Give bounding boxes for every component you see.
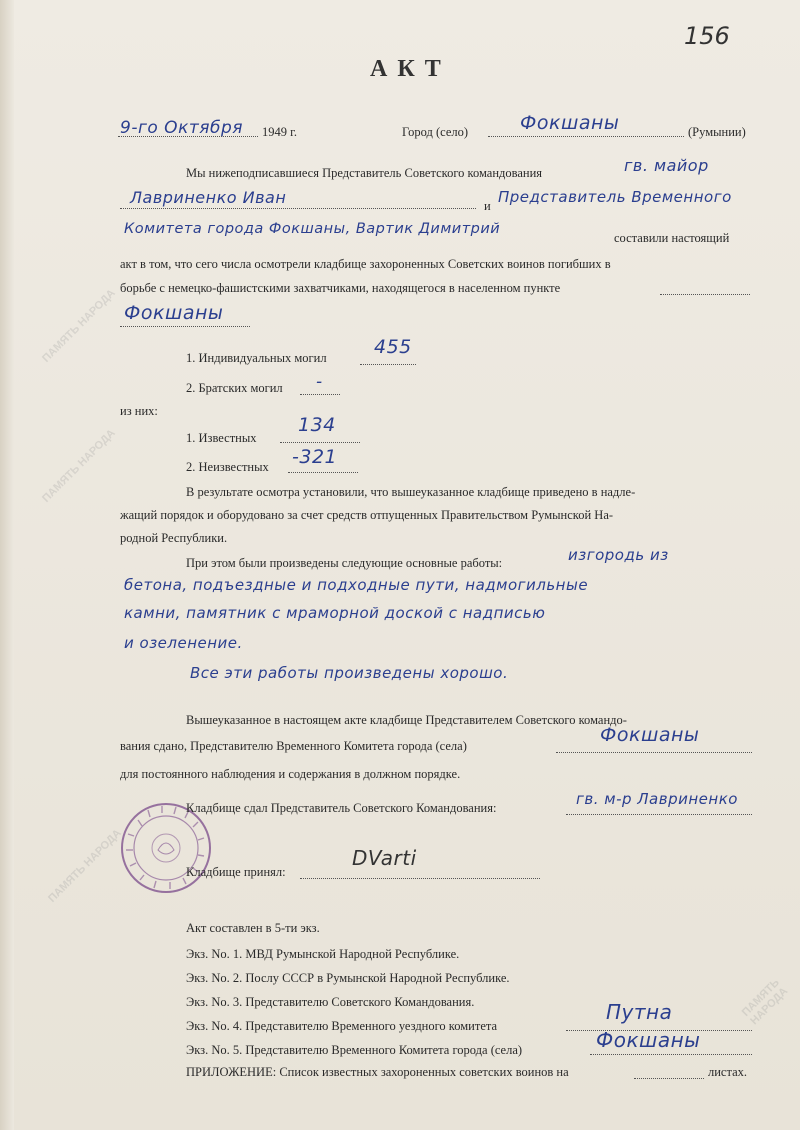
copy-item-5: Экз. No. 5. Представителю Временного Комитета города (села) (186, 1043, 523, 1057)
individual-rule (360, 364, 416, 365)
page-number: 156 (684, 22, 730, 50)
works-handwritten-5: Все эти работы произведены хорошо. (190, 664, 509, 682)
intro-line-1: Мы нижеподписавшиеся Представитель Советского командования (186, 166, 543, 180)
handover-city-handwritten: Фокшаны (600, 724, 700, 746)
unknown-rule (288, 472, 358, 473)
mass-graves-handwritten: - (316, 372, 323, 392)
copy-item-4-handwritten: Путна (606, 1000, 673, 1024)
appendix-end: листах. (708, 1065, 748, 1079)
mass-graves-label: 2. Братских могил (186, 381, 283, 395)
intro-line-3: составили настоящий (614, 231, 730, 245)
country: (Румынии) (688, 125, 746, 139)
copy-5-rule (590, 1054, 752, 1055)
copy-item-4: Экз. No. 4. Представителю Временного уездного комитета (186, 1019, 498, 1033)
intro-line-4: акт в том, что сего числа осмотрели кладбище захороненных Советских воинов погибших в (120, 257, 611, 271)
handover-line-2: вания сдано, Представителю Временного Комитета города (села) (120, 739, 467, 753)
of-them-label: из них: (120, 404, 158, 418)
gave-signature: гв. м-р Лавриненко (576, 790, 738, 808)
copy-item-5-handwritten: Фокшаны (596, 1028, 701, 1052)
works-handwritten-4: и озеленение. (124, 634, 243, 652)
mass-rule (300, 394, 340, 395)
copies-intro: Акт составлен в 5-ти экз. (186, 921, 320, 935)
intro-rank-handwritten: гв. майор (624, 156, 709, 175)
gave-rule (566, 814, 752, 815)
date-rule (118, 136, 258, 137)
intro-committee-handwritten: Комитета города Фокшаны, Вартик Димитрий (124, 221, 501, 237)
gave-label: Кладбище сдал Представитель Советского Командования: (186, 801, 497, 815)
result-line-1: В результате осмотра установили, что вышеуказанное кладбище приведено в надле- (186, 485, 636, 499)
year: 1949 г. (262, 125, 297, 139)
watermark: ПАМЯТЬ НАРОДА (46, 827, 124, 905)
took-rule (300, 878, 540, 879)
appendix: ПРИЛОЖЕНИЕ: Список известных захороненных советских воинов на (186, 1065, 569, 1079)
intro-rule (120, 208, 476, 209)
known-handwritten: 134 (298, 414, 336, 436)
took-label: Кладбище принял: (186, 865, 286, 879)
took-signature: DVarti (352, 846, 417, 870)
copy-item-2: Экз. No. 2. Послу СССР в Румынской Народной Республике. (186, 971, 510, 985)
watermark: ПАМЯТЬ НАРОДА (40, 287, 118, 365)
handover-line-3: для постоянного наблюдения и содержания в должном порядке. (120, 767, 461, 781)
unknown-handwritten: -321 (292, 446, 338, 468)
works-handwritten-3: камни, памятник с мраморной доской с надписью (124, 604, 546, 622)
watermark: ПАМЯТЬ НАРОДА (40, 427, 118, 505)
known-label: 1. Известных (186, 431, 257, 445)
intro-and: и (484, 199, 491, 213)
place-handwritten: Фокшаны (124, 302, 224, 324)
page-edge (0, 0, 14, 1130)
intro-name-handwritten: Лавриненко Иван (130, 188, 287, 207)
city-label: Город (село) (402, 125, 469, 139)
unknown-label: 2. Неизвестных (186, 460, 269, 474)
intro-rep-handwritten: Представитель Временного (498, 188, 732, 206)
copy-item-1: Экз. No. 1. МВД Румынской Народной Республике. (186, 947, 460, 961)
date-handwritten: 9-го Октября (120, 118, 243, 138)
individual-graves-label: 1. Индивидуальных могил (186, 351, 327, 365)
appendix-rule (634, 1078, 704, 1079)
copy-item-3: Экз. No. 3. Представителю Советского Командования. (186, 995, 475, 1009)
place-rule (660, 294, 750, 295)
city-rule (488, 136, 684, 137)
works-handwritten-2: бетона, подъездные и подходные пути, надмогильные (124, 576, 589, 594)
handover-rule (556, 752, 752, 753)
intro-line-5: борьбе с немецко-фашистскими захватчиками, находящегося в населенном пункте (120, 281, 561, 295)
individual-graves-handwritten: 455 (374, 336, 412, 358)
known-rule (280, 442, 360, 443)
handover-line-1: Вышеуказанное в настоящем акте кладбище Представителем Советского командо- (186, 713, 627, 727)
result-line-2: жащий порядок и оборудовано за счет средств отпущенных Правительством Румынской На- (120, 508, 614, 522)
watermark: ПАМЯТЬ НАРОДА (739, 976, 791, 1028)
works-handwritten-1: изгородь из (568, 546, 669, 564)
place-rule-2 (120, 326, 250, 327)
city-handwritten: Фокшаны (520, 112, 620, 134)
result-line-3: родной Республики. (120, 531, 228, 545)
works-label: При этом были произведены следующие основные работы: (186, 556, 503, 570)
document-title: АКТ (370, 56, 451, 82)
